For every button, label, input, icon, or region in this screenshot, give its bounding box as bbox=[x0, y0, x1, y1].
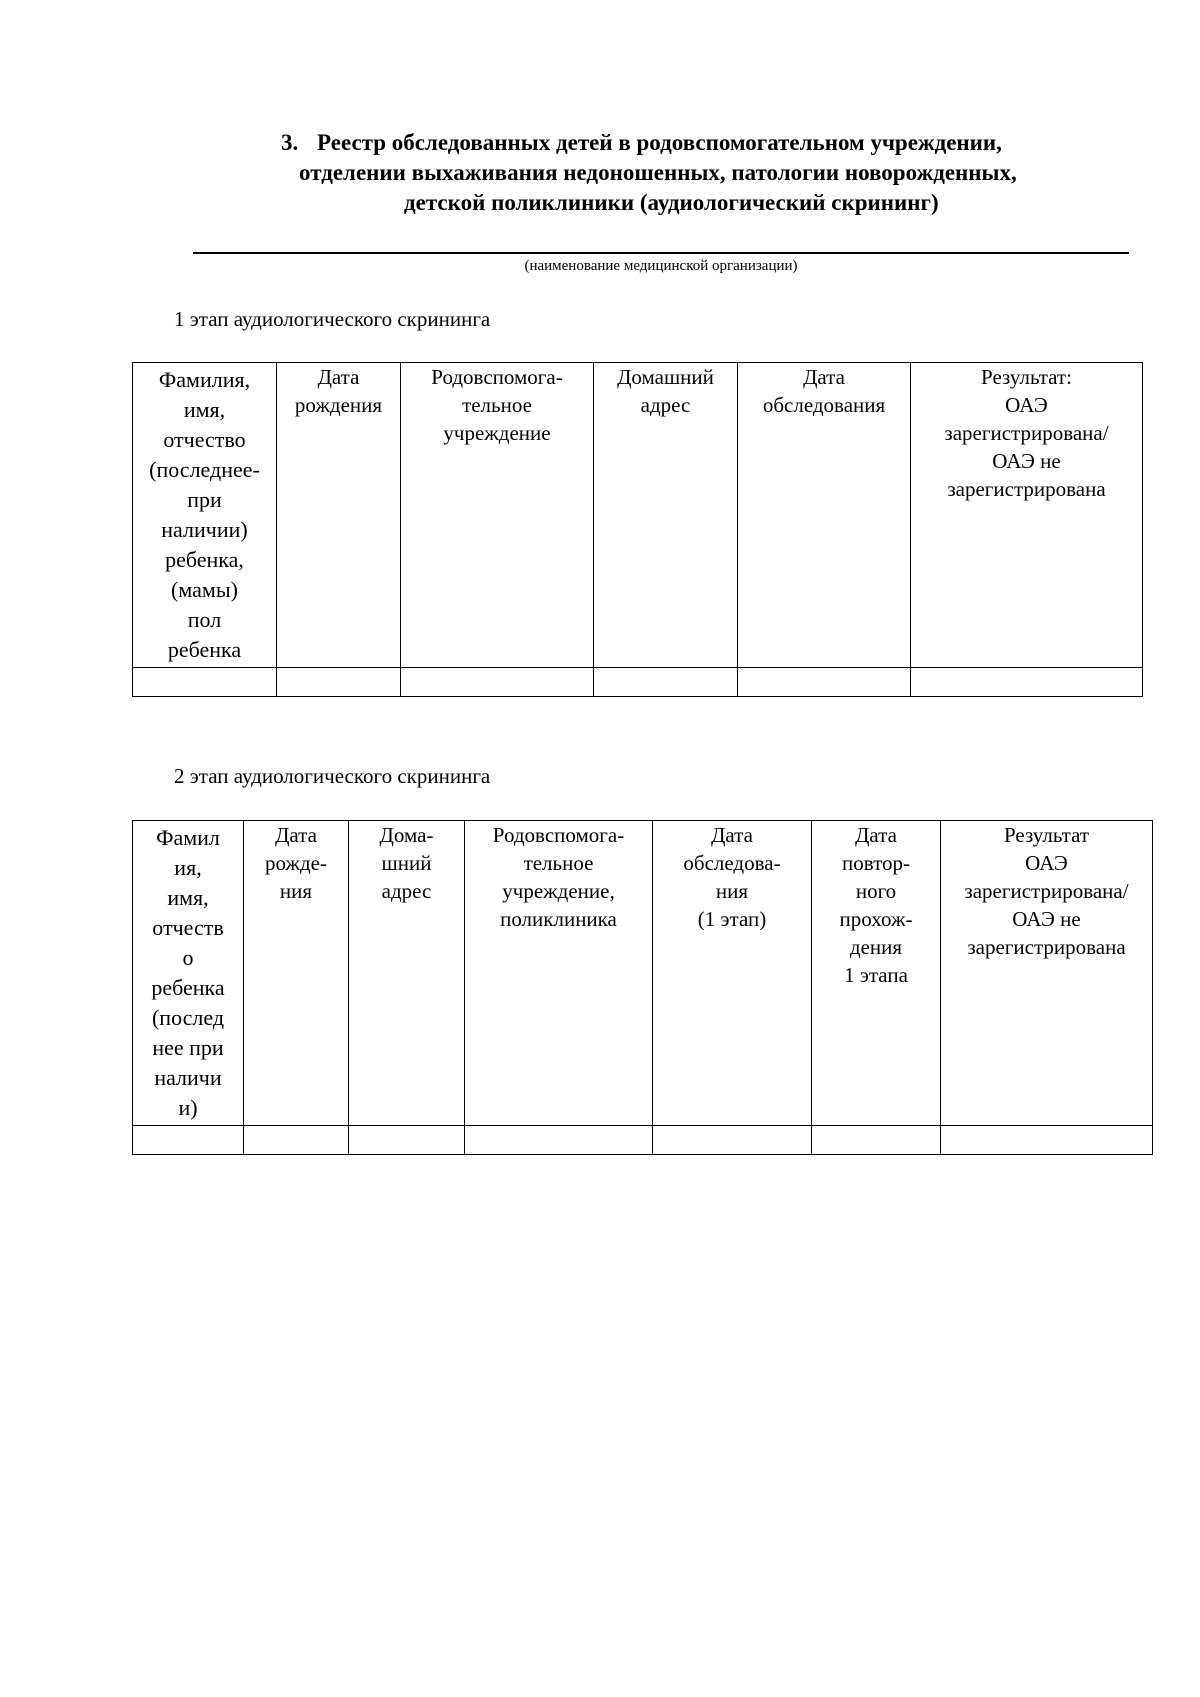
stage2-col-maternity-text: Родовспомога- тельное учреждение, поликлиника bbox=[492, 823, 625, 931]
stage2-col-birth-date-text: Дата рожде- ния bbox=[265, 823, 327, 903]
title-line-1 bbox=[281, 128, 1200, 158]
stage1-col-result-text: Результат: ОАЭ зарегистрирована/ ОАЭ не зарегистрирована bbox=[944, 365, 1109, 501]
stage2-col-name bbox=[133, 821, 244, 1126]
stage2-cell[interactable] bbox=[465, 1126, 653, 1155]
stage1-cell[interactable] bbox=[133, 668, 277, 697]
stage1-heading: 1 этап аудиологического скрининга bbox=[174, 307, 491, 331]
stage2-cell[interactable] bbox=[133, 1126, 244, 1155]
document-title bbox=[250, 128, 1170, 218]
stage1-col-birth-date-text: Дата рождения bbox=[294, 365, 383, 417]
stage2-entry-row bbox=[133, 1126, 1153, 1155]
section-number: 3. bbox=[281, 130, 299, 155]
stage1-col-address-text: Домашний адрес bbox=[617, 365, 714, 417]
title-line-3: детской поликлиники (аудиологический скрининг) bbox=[404, 190, 939, 215]
stage2-col-name-text: Фамил ия, имя, отчеств о ребенка (послед нее при наличи и) bbox=[151, 825, 225, 1120]
stage2-col-result bbox=[941, 821, 1153, 1126]
stage2-cell[interactable] bbox=[244, 1126, 349, 1155]
stage1-col-maternity bbox=[401, 363, 594, 668]
stage1-cell[interactable] bbox=[738, 668, 911, 697]
stage2-cell[interactable] bbox=[812, 1126, 941, 1155]
stage1-table bbox=[132, 362, 1143, 697]
stage2-col-birth-date bbox=[244, 821, 349, 1126]
title-line-2: отделении выхаживания недоношенных, патологии новорожденных, bbox=[299, 160, 1017, 185]
stage1-col-exam-date-text: Дата обследования bbox=[762, 365, 886, 417]
stage2-col-repeat-date bbox=[812, 821, 941, 1126]
stage1-cell[interactable] bbox=[911, 668, 1143, 697]
stage2-col-address bbox=[349, 821, 465, 1126]
stage2-header-row bbox=[133, 821, 1153, 1126]
stage1-cell[interactable] bbox=[401, 668, 594, 697]
stage1-col-result bbox=[911, 363, 1143, 668]
stage1-col-name-text: Фамилия, имя, отчество (последнее- при наличии) ребенка, (мамы) пол ребенка bbox=[149, 367, 260, 662]
stage2-cell[interactable] bbox=[941, 1126, 1153, 1155]
stage1-col-maternity-text: Родовспомога- тельное учреждение bbox=[431, 365, 563, 445]
stage1-cell[interactable] bbox=[594, 668, 738, 697]
stage2-col-exam-date-text: Дата обследова- ния (1 этап) bbox=[683, 823, 781, 931]
stage2-col-maternity bbox=[465, 821, 653, 1126]
stage2-cell[interactable] bbox=[349, 1126, 465, 1155]
stage2-col-exam-date bbox=[653, 821, 812, 1126]
stage2-col-address-text: Дома- шний адрес bbox=[379, 823, 434, 903]
title-line-1-text: Реестр обследованных детей в родовспомогательном учреждении, bbox=[317, 130, 1002, 155]
organization-caption: (наименование медицинской организации) bbox=[524, 258, 798, 274]
stage2-cell[interactable] bbox=[653, 1126, 812, 1155]
stage2-col-result-text: Результат ОАЭ зарегистрирована/ ОАЭ не зарегистрирована bbox=[964, 823, 1129, 959]
stage1-col-address bbox=[594, 363, 738, 668]
stage2-col-repeat-date-text: Дата повтор- ного прохож- дения 1 этапа bbox=[839, 823, 913, 987]
organization-name-line bbox=[193, 252, 1129, 254]
stage1-cell[interactable] bbox=[277, 668, 401, 697]
stage1-header-row bbox=[133, 363, 1143, 668]
stage1-col-name bbox=[133, 363, 277, 668]
stage2-table bbox=[132, 820, 1153, 1155]
stage1-entry-row bbox=[133, 668, 1143, 697]
stage2-heading: 2 этап аудиологического скрининга bbox=[174, 764, 491, 788]
stage1-col-exam-date bbox=[738, 363, 911, 668]
stage1-col-birth-date bbox=[277, 363, 401, 668]
